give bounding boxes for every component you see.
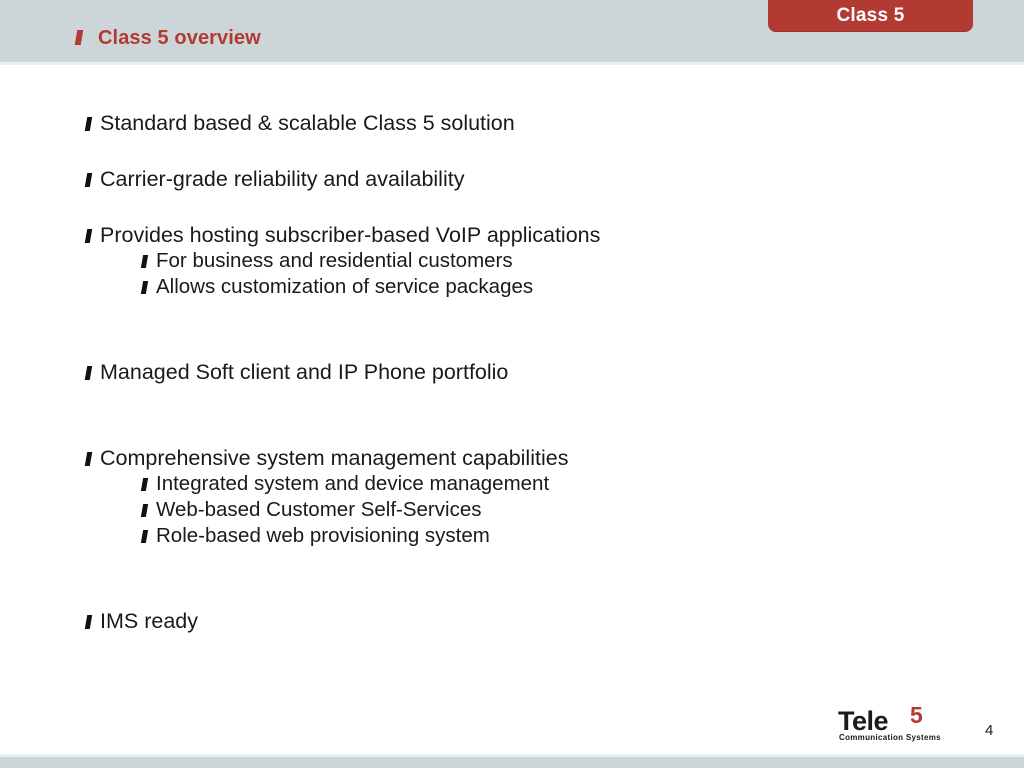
list-item: [86, 168, 966, 191]
list-item: [86, 610, 966, 633]
company-logo: [838, 702, 942, 746]
list-item: [142, 276, 966, 298]
spacer: [86, 547, 966, 580]
list-item: [142, 473, 966, 495]
list-item-label: Carrier-grade reliability and availability: [100, 166, 465, 191]
bullet-square-icon: [141, 478, 148, 491]
list-item-label: Provides hosting subscriber-based VoIP applications: [100, 222, 601, 247]
list-item: [86, 224, 966, 247]
page-number: 4: [985, 722, 994, 739]
slide-section-tab: [768, 0, 973, 31]
bullet-square-icon: [85, 452, 92, 466]
bullet-square-icon: [141, 530, 148, 543]
title-bullet-icon: [75, 30, 84, 45]
page-title: [76, 27, 261, 50]
list-item-label: Allows customization of service packages: [156, 275, 534, 299]
spacer: [86, 384, 966, 417]
bullet-square-icon: [141, 281, 148, 294]
bullet-square-icon: [85, 366, 92, 380]
logo-accent-five: 5: [910, 702, 923, 728]
list-item-label: For business and residential customers: [156, 249, 513, 273]
list-item: [142, 250, 966, 272]
list-item: [86, 361, 966, 384]
list-item: [86, 112, 966, 135]
header-band-divider: [0, 62, 1024, 65]
list-item-label: Web-based Customer Self-Services: [156, 498, 482, 522]
logo-wordmark: Tele: [838, 706, 889, 736]
spacer: [86, 298, 966, 331]
bullet-square-icon: [85, 117, 92, 131]
list-item-label: Comprehensive system management capabilities: [100, 445, 569, 470]
spacer: [86, 580, 966, 610]
spacer: [86, 191, 966, 224]
list-item-label: IMS ready: [100, 608, 198, 633]
spacer: [86, 331, 966, 361]
bullet-list: [86, 112, 966, 632]
spacer: [86, 417, 966, 447]
logo-subtitle: Communication Systems: [839, 733, 941, 742]
bullet-square-icon: [141, 255, 148, 268]
list-item: [142, 499, 966, 521]
spacer: [86, 135, 966, 168]
list-item-label: Standard based & scalable Class 5 solution: [100, 111, 515, 135]
bullet-square-icon: [141, 504, 148, 517]
bullet-square-icon: [85, 615, 92, 629]
footer-band: [0, 757, 1024, 768]
page-title-label: Class 5 overview: [98, 27, 261, 49]
list-item-label: Role-based web provisioning system: [156, 523, 490, 547]
bullet-square-icon: [85, 229, 92, 243]
slide-section-tab-label: Class 5: [836, 5, 905, 26]
list-item-label: Managed Soft client and IP Phone portfolio: [100, 359, 509, 384]
list-item-label: Integrated system and device management: [156, 472, 550, 496]
list-item: [86, 447, 966, 470]
list-item: [142, 525, 966, 547]
bullet-square-icon: [85, 173, 92, 187]
